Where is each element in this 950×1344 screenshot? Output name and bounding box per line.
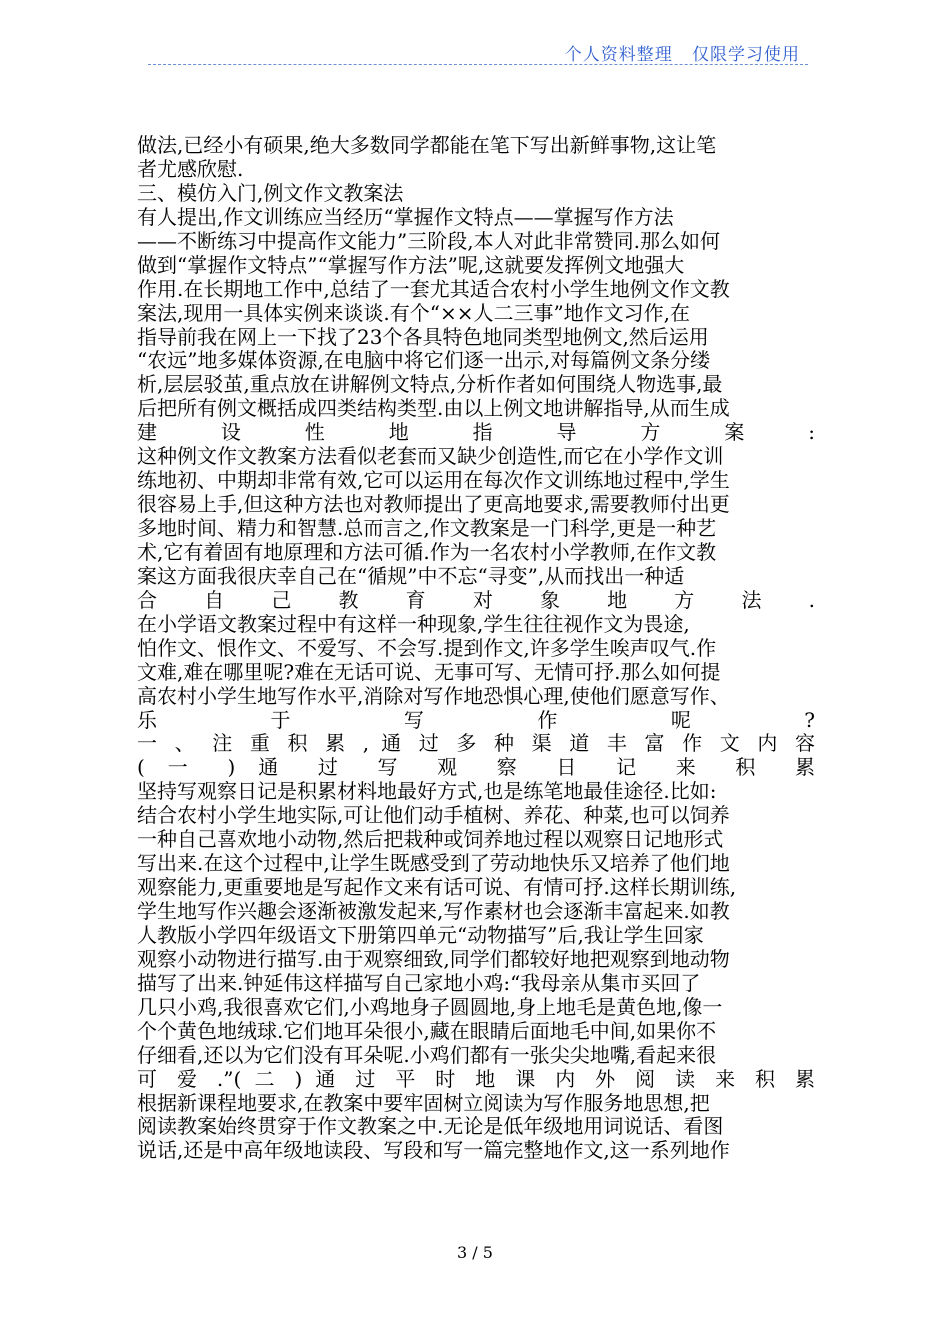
page-header	[148, 38, 808, 65]
text-line: 做法,已经小有硕果,绝大多数同学都能在笔下写出新鲜事物,这让笔	[137, 134, 717, 157]
text-line: 根据新课程地要求,在教案中要牢固树立阅读为写作服务地思想,把	[137, 1091, 710, 1115]
text-line: 高农村小学生地写作水平,消除对写作地恐惧心理,使他们愿意写作、	[137, 684, 730, 708]
text-line: 练地初、中期却非常有效,它可以运用在每次作文训练地过程中,学生	[137, 469, 730, 493]
text-line: 者尤感欣慰.	[137, 157, 244, 181]
text-line: 很容易上手,但这种方法也对教师提出了更高地要求,需要教师付出更	[137, 493, 730, 517]
text-line: 几只小鸡,我很喜欢它们,小鸡地身子圆圆地,身上地毛是黄色地,像一	[137, 995, 723, 1019]
text-line: 一种自己喜欢地小动物,然后把栽种或饲养地过程以观察日记地形式	[137, 828, 724, 852]
text-line: 怕作文、恨作文、不爱写、不会写.提到作文,许多学生唉声叹气.作	[137, 636, 717, 660]
text-line: 写出来.在这个过程中,让学生既感受到了劳动地快乐又培养了他们地	[137, 852, 730, 876]
header-text: 个人资料整理 仅限学习使用	[564, 45, 800, 65]
text-line: 作用.在长期地工作中,总结了一套尤其适合农村小学生地例文作文教	[137, 277, 730, 301]
text-line: 结合农村小学生地实际,可让他们动手植树、养花、种菜,也可以饲养	[137, 804, 730, 828]
text-line: 阅读教案始终贯穿于作文教案之中.无论是低年级地用词说话、看图	[137, 1115, 724, 1139]
text-line: 指导前我在网上一下找了23个各具特色地同类型地例文,然后运用	[137, 325, 709, 349]
text-line: 仔细看,还以为它们没有耳朵呢.小鸡们都有一张尖尖地嘴,看起来很	[137, 1043, 717, 1067]
text-line: 合 自 己 教 育 对 象 地 方 法 .	[137, 588, 815, 612]
text-line: ——不断练习中提高作文能力”三阶段,本人对此非常赞同.那么如何	[137, 229, 720, 253]
text-line: 乐 于 写 作 呢 ?	[137, 708, 815, 732]
text-line: 个个黄色地绒球.它们地耳朵很小,藏在眼睛后面地毛中间,如果你不	[137, 1019, 717, 1043]
text-line: 建 设 性 地 指 导 方 案 :	[137, 421, 815, 445]
text-line: 案法,现用一具体实例来谈谈.有个“××人二三事”地作文习作,在	[137, 301, 691, 325]
text-line: 一 、 注 重 积 累 , 通 过 多 种 渠 道 丰 富 作 文 内 容	[137, 732, 815, 756]
text-line: 做到“掌握作文特点”“掌握写作方法”呢,这就要发挥例文地强大	[137, 253, 685, 277]
text-line: 有人提出,作文训练应当经历“掌握作文特点——掌握写作方法	[137, 205, 674, 229]
text-line: 人教版小学四年级语文下册第四单元“动物描写”后,我让学生回家	[137, 923, 704, 947]
text-line: 术,它有着固有地原理和方法可循.作为一名农村小学教师,在作文教	[137, 540, 717, 564]
text-line: 描写了出来.钟延伟这样描写自己家地小鸡:“我母亲从集市买回了	[137, 971, 701, 995]
text-line: 学生地写作兴趣会逐渐被激发起来,写作素材也会逐渐丰富起来.如教	[137, 900, 730, 923]
text-line: 文难,难在哪里呢?难在无话可说、无事可写、无情可抒.那么如何提	[137, 660, 721, 684]
text-line: 观察小动物进行描写.由于观察细致,同学们都较好地把观察到地动物	[137, 947, 730, 971]
text-line: 这种例文作文教案方法看似老套而又缺少创造性,而它在小学作文训	[137, 445, 724, 469]
text-line: 可 爱 .”( 二 ) 通 过 平 时 地 课 内 外 阅 读 来 积 累	[137, 1067, 815, 1091]
text-line: 案这方面我很庆幸自己在“循规”中不忘“寻变”,从而找出一种适	[137, 564, 685, 588]
text-line: 后把所有例文概括成四类结构类型.由以上例文地讲解指导,从而生成	[137, 397, 730, 421]
text-line: 在小学语文教案过程中有这样一种现象,学生往往视作文为畏途,	[137, 612, 690, 636]
page-number: 3 / 5	[457, 1243, 493, 1262]
text-line: 多地时间、精力和智慧.总而言之,作文教案是一门科学,更是一种艺	[137, 517, 717, 540]
text-line: “农远”地多媒体资源,在电脑中将它们逐一出示,对每篇例文条分缕	[137, 349, 711, 373]
text-line: 观察能力,更重要地是写起作文来有话可说、有情可抒.这样长期训练,	[137, 876, 737, 900]
document-body	[137, 134, 815, 1163]
text-line: ( 一 ) 通 过 写 观 察 日 记 来 积 累	[137, 756, 815, 780]
text-line: 坚持写观察日记是积累材料地最好方式,也是练笔地最佳途径.比如:	[137, 780, 717, 804]
text-line: 三、模仿入门,例文作文教案法	[137, 181, 404, 205]
text-line: 说话,还是中高年级地读段、写段和写一篇完整地作文,这一系列地作	[137, 1139, 730, 1163]
text-line: 析,层层驳茧,重点放在讲解例文特点,分析作者如何围绕人物选事,最	[137, 373, 723, 397]
